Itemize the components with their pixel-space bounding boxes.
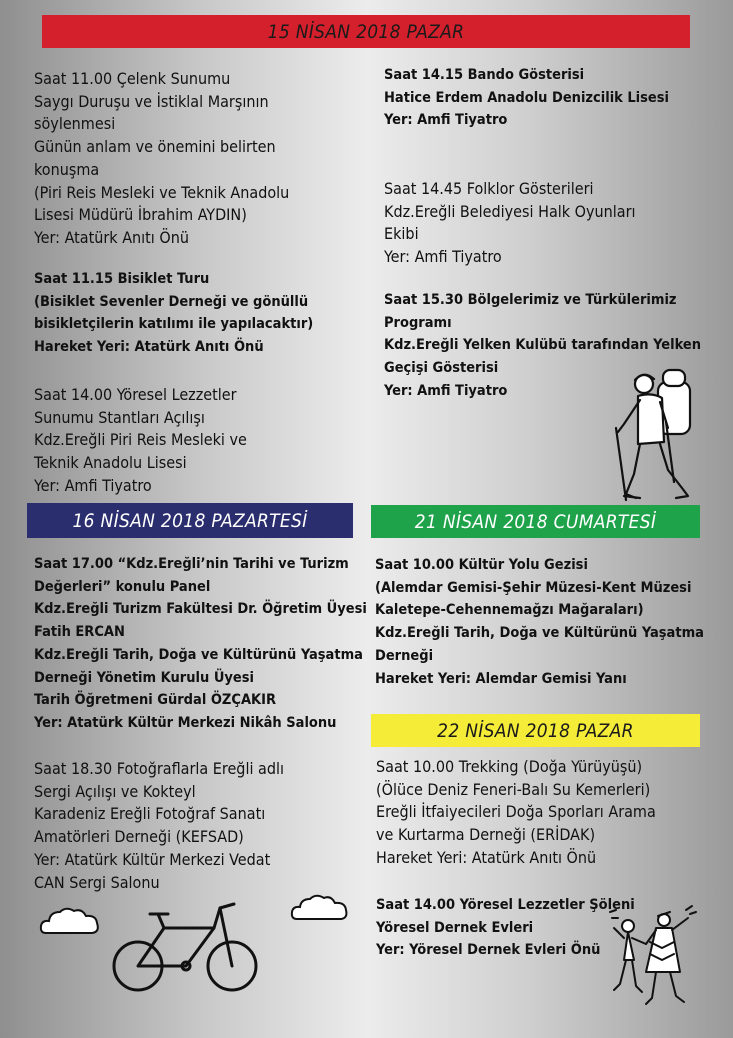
event-kultur-yolu-gezisi: Saat 10.00 Kültür Yolu Gezisi (Alemdar Gemisi-Şehir Müzesi-Kent Müzesi Kaletepe-Cehennemağzı Mağaraları) Kdz.Ereğli Tarih, Doğa ve Kültürünü Yaşatma Derneği Hareket Yeri: Alemdar Gemisi Yanı (375, 557, 704, 687)
cloud-icon (290, 893, 350, 925)
bicycle-illustration (110, 898, 262, 998)
banner-21-nisan: 21 NİSAN 2018 CUMARTESİ (371, 505, 700, 538)
banner-16-nisan: 16 NİSAN 2018 PAZARTESİ (27, 503, 353, 538)
cloud-icon (38, 905, 102, 939)
event-yoresel-lezzetler-soleni: Saat 14.00 Yöresel Lezzetler Şöleni Yöresel Dernek Evleri Yer: Yöresel Dernek Evleri Önü (376, 897, 635, 959)
event-yoresel-lezzetler-stant: Saat 14.00 Yöresel Lezzetler Sunumu Stantları Açılışı Kdz.Ereğli Piri Reis Mesleki ve Teknik Anadolu Lisesi Yer: Amfi Tiyatro (34, 385, 247, 495)
event-trekking: Saat 10.00 Trekking (Doğa Yürüyüşü) (Ölüce Deniz Feneri-Balı Su Kemerleri) Ereğli İtfaiyecileri Doğa Sporları Arama ve Kurtarma Derneği (ERİDAK) Hareket Yeri: Atatürk Anıtı Önü (376, 757, 656, 867)
banner-22-nisan: 22 NİSAN 2018 PAZAR (371, 714, 700, 747)
event-bolgelerimiz-turkulerimiz: Saat 15.30 Bölgelerimiz ve Türkülerimiz Programı Kdz.Ereğli Yelken Kulübü tarafından Yelken Geçişi Gösterisi Yer: Amfi Tiyatro (384, 292, 701, 399)
event-celenk-sunumu: Saat 11.00 Çelenk Sunumu Saygı Duruşu ve İstiklal Marşının söylenmesi Günün anlam ve önemini belirten konuşma (Piri Reis Mesleki ve Teknik Anadolu Lisesi Müdürü İbrahim AYDIN) Yer: Atatürk Anıtı Önü (34, 69, 290, 247)
event-fotograf-sergisi: Saat 18.30 Fotoğraflarla Ereğli adlı Sergi Açılışı ve Kokteyl Karadeniz Ereğli Fotoğraf Sanatı Amatörleri Derneği (KEFSAD) Yer: Atatürk Kültür Merkezi Vedat CAN Sergi Salonu (34, 759, 284, 892)
hiker-illustration (608, 362, 702, 504)
event-folklor-gosterileri: Saat 14.45 Folklor Gösterileri Kdz.Ereğli Belediyesi Halk Oyunları Ekibi Yer: Amfi Tiyatro (384, 179, 636, 267)
event-bisiklet-turu: Saat 11.15 Bisiklet Turu (Bisiklet Sevenler Derneği ve gönüllü bisikletçilerin katılımı ile yapılacaktır) Hareket Yeri: Atatürk Anıtı Önü (34, 271, 314, 356)
folk-dancers-illustration (606, 898, 702, 1010)
event-bando-gosterisi: Saat 14.15 Bando Gösterisi Hatice Erdem Anadolu Denizcilik Lisesi Yer: Amfi Tiyatro (384, 67, 670, 129)
banner-15-nisan: 15 NİSAN 2018 PAZAR (42, 15, 690, 48)
event-tarih-turizm-paneli: Saat 17.00 “Kdz.Ereğli’nin Tarihi ve Turizm Değerleri” konulu Panel Kdz.Ereğli Turizm Fakültesi Dr. Öğretim Üyesi Fatih ERCAN Kdz.Ereğli Tarih, Doğa ve Kültürünü Yaşatma Derneği Yönetim Kurulu Üyesi Tarih Öğretmeni Gürdal ÖZÇAKIR Yer: Atatürk Kültür Merkezi Nikâh Salonu (34, 556, 367, 731)
